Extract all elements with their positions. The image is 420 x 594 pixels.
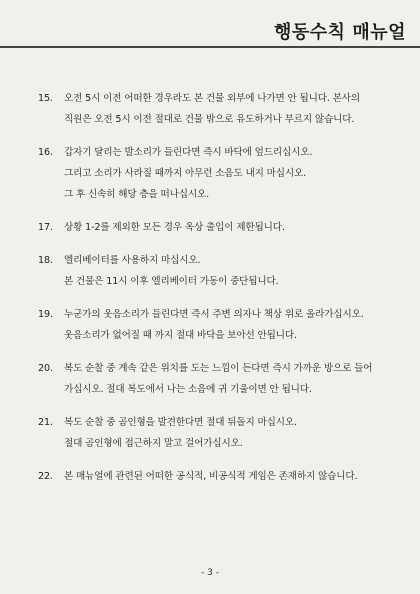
header-divider <box>0 46 420 48</box>
rule-text-line: 본 건물은 11시 이후 엘리베이터 가동이 중단됩니다. <box>64 276 279 287</box>
rule-text-line: 그리고 소리가 사라질 때까지 아무런 소음도 내지 마십시오. <box>64 168 307 179</box>
rule-text-line: 그 후 신속히 해당 층을 떠나십시오. <box>64 189 210 200</box>
rule-item <box>38 358 388 400</box>
rules-list <box>38 88 388 499</box>
rule-number: 21. <box>38 417 53 428</box>
rule-text-line: 오전 5시 이전 어떠한 경우라도 본 건물 외부에 나가면 안 됩니다. 본사의 <box>64 93 361 104</box>
rule-text-line: 가십시오. 절대 복도에서 나는 소음에 귀 기울이면 안 됩니다. <box>64 384 312 395</box>
rule-item <box>38 412 388 454</box>
rule-text-line: 엘리베이터를 사용하지 마십시오. <box>64 255 201 266</box>
rule-number: 20. <box>38 363 53 374</box>
rule-item <box>38 304 388 346</box>
rule-item <box>38 250 388 292</box>
rule-number: 22. <box>38 471 53 482</box>
rule-number: 17. <box>38 222 53 233</box>
rule-number: 15. <box>38 93 53 104</box>
rule-text-line: 절대 곰인형에 접근하지 말고 걸어가십시오. <box>64 438 243 449</box>
rule-text-line: 갑자기 달리는 발소리가 들린다면 즉시 바닥에 엎드리십시오. <box>64 147 313 158</box>
rule-number: 16. <box>38 147 53 158</box>
rule-item <box>38 466 388 487</box>
rule-item <box>38 217 388 238</box>
page-title: 행동수칙 매뉴얼 <box>274 22 406 43</box>
rule-text-line: 상황 1-2를 제외한 모든 경우 옥상 출입이 제한됩니다. <box>64 222 285 233</box>
rule-text-line: 웃음소리가 없어질 때 까지 절대 바닥을 보아선 안됩니다. <box>64 330 297 341</box>
rule-text-line: 복도 순찰 중 곰인형을 발견한다면 절대 뒤돌지 마십시오. <box>64 417 297 428</box>
rule-item <box>38 88 388 130</box>
rule-item <box>38 142 388 205</box>
rule-text-line: 누군가의 웃음소리가 들린다면 즉시 주변 의자나 책상 위로 올라가십시오. <box>64 309 364 320</box>
rule-number: 19. <box>38 309 53 320</box>
page-number: - 3 - <box>201 568 219 578</box>
rule-text-line: 복도 순찰 중 계속 같은 위치를 도는 느낌이 든다면 즉시 가까운 방으로 들어 <box>64 363 373 374</box>
rule-text-line: 본 매뉴얼에 관련된 어떠한 공식적, 비공식적 게임은 존재하지 않습니다. <box>64 471 358 482</box>
rule-number: 18. <box>38 255 53 266</box>
rule-text-line: 직원은 오전 5시 이전 절대로 건물 밖으로 유도하거나 부르지 않습니다. <box>64 114 355 125</box>
